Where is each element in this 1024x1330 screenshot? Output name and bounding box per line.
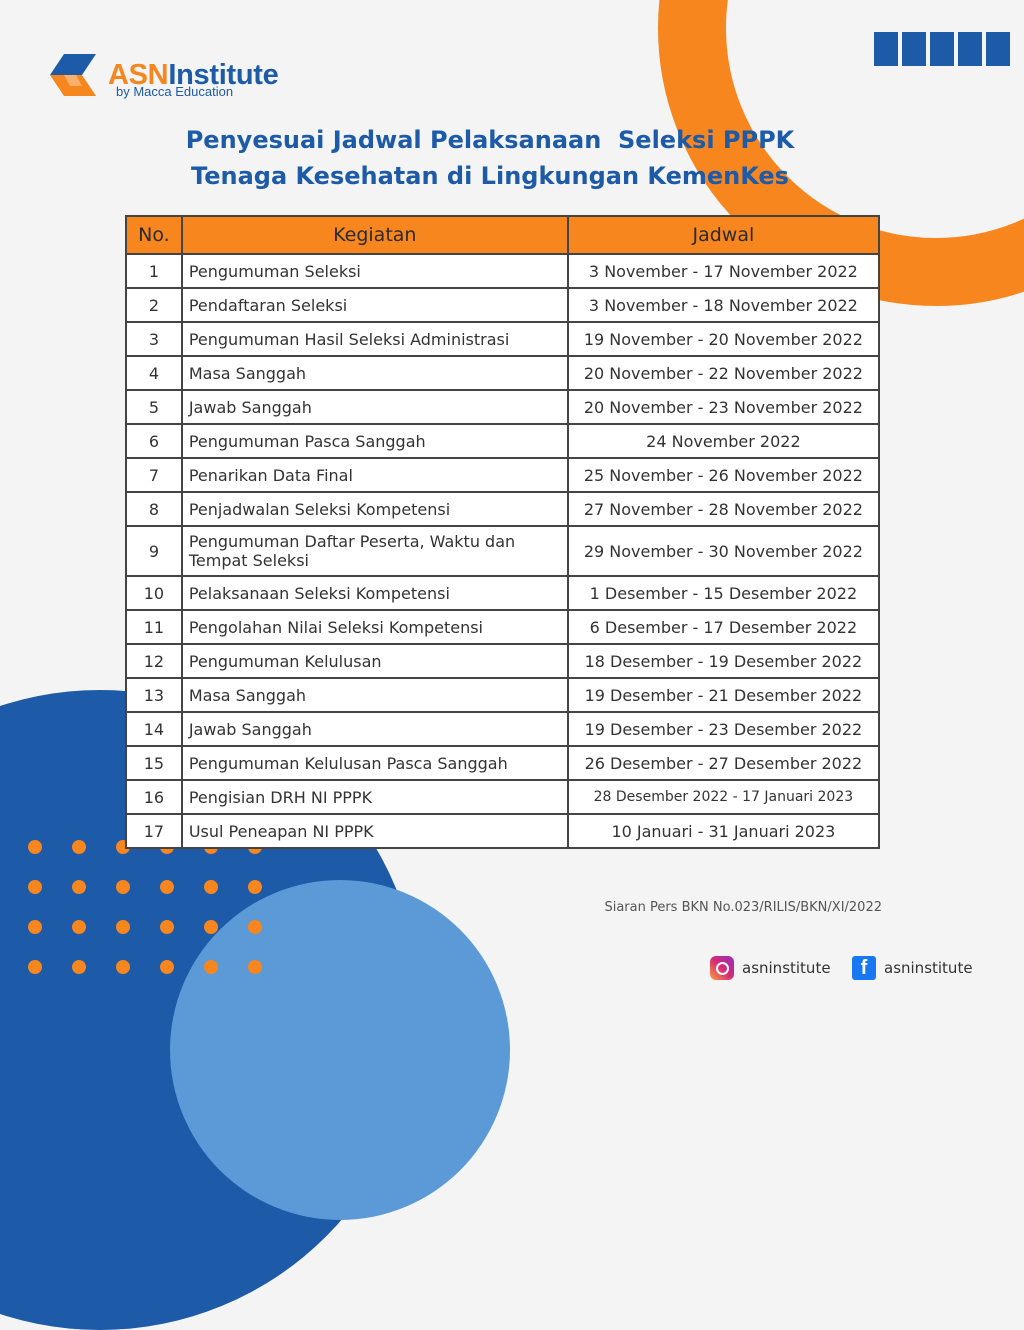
- cell-kegiatan: Masa Sanggah: [182, 678, 568, 712]
- table-row: [126, 322, 879, 356]
- cell-no: 4: [126, 356, 182, 390]
- table-row: [126, 492, 879, 526]
- cell-jadwal: 25 November - 26 November 2022: [568, 458, 879, 492]
- cell-kegiatan: Jawab Sanggah: [182, 712, 568, 746]
- cell-jadwal: 10 Januari - 31 Januari 2023: [568, 814, 879, 848]
- cell-no: 11: [126, 610, 182, 644]
- cell-jadwal: 29 November - 30 November 2022: [568, 526, 879, 576]
- title-line-2: Tenaga Kesehatan di Lingkungan KemenKes: [191, 162, 789, 190]
- cell-kegiatan: Jawab Sanggah: [182, 390, 568, 424]
- cell-kegiatan: Pelaksanaan Seleksi Kompetensi: [182, 576, 568, 610]
- cell-no: 6: [126, 424, 182, 458]
- facebook-label: asninstitute: [884, 959, 973, 977]
- brand-name-highlight: ASN: [108, 59, 169, 91]
- cell-kegiatan: Pengumuman Hasil Seleksi Administrasi: [182, 322, 568, 356]
- cell-kegiatan: Pengumuman Kelulusan Pasca Sanggah: [182, 746, 568, 780]
- table-row: [126, 576, 879, 610]
- source-note: Siaran Pers BKN No.023/RILIS/BKN/XI/2022: [604, 900, 882, 915]
- instagram-icon: [710, 956, 734, 980]
- cell-no: 2: [126, 288, 182, 322]
- cell-kegiatan: Pengumuman Seleksi: [182, 254, 568, 288]
- table-row: [126, 526, 879, 576]
- table-row: [126, 288, 879, 322]
- asn-logo-icon: [46, 48, 100, 102]
- cell-jadwal: 28 Desember 2022 - 17 Januari 2023: [568, 780, 879, 814]
- header-kegiatan: Kegiatan: [182, 216, 568, 254]
- cell-kegiatan: Usul Peneapan NI PPPK: [182, 814, 568, 848]
- cell-no: 7: [126, 458, 182, 492]
- cell-jadwal: 18 Desember - 19 Desember 2022: [568, 644, 879, 678]
- table-row: [126, 356, 879, 390]
- table-row: [126, 424, 879, 458]
- header-no: No.: [126, 216, 182, 254]
- cell-no: 14: [126, 712, 182, 746]
- cell-jadwal: 27 November - 28 November 2022: [568, 492, 879, 526]
- cell-kegiatan: Pengisian DRH NI PPPK: [182, 780, 568, 814]
- table-header-row: [126, 216, 879, 254]
- brand-name-rest: Institute: [168, 59, 279, 91]
- table-row: [126, 390, 879, 424]
- cell-no: 15: [126, 746, 182, 780]
- cell-jadwal: 19 Desember - 21 Desember 2022: [568, 678, 879, 712]
- table-row: [126, 678, 879, 712]
- table-row: [126, 712, 879, 746]
- table-row: [126, 746, 879, 780]
- cell-jadwal: 19 Desember - 23 Desember 2022: [568, 712, 879, 746]
- table-row: [126, 458, 879, 492]
- cell-jadwal: 20 November - 22 November 2022: [568, 356, 879, 390]
- facebook-handle[interactable]: [852, 956, 973, 980]
- cell-no: 5: [126, 390, 182, 424]
- cell-jadwal: 26 Desember - 27 Desember 2022: [568, 746, 879, 780]
- cell-no: 9: [126, 526, 182, 576]
- cell-kegiatan: Penjadwalan Seleksi Kompetensi: [182, 492, 568, 526]
- cell-jadwal: 24 November 2022: [568, 424, 879, 458]
- cell-kegiatan: Pengumuman Kelulusan: [182, 644, 568, 678]
- cell-no: 12: [126, 644, 182, 678]
- cell-no: 8: [126, 492, 182, 526]
- table-row: [126, 254, 879, 288]
- cell-no: 17: [126, 814, 182, 848]
- cell-jadwal: 6 Desember - 17 Desember 2022: [568, 610, 879, 644]
- cell-no: 13: [126, 678, 182, 712]
- facebook-icon: f: [852, 956, 876, 980]
- cell-no: 1: [126, 254, 182, 288]
- table-row: [126, 780, 879, 814]
- title-line-1: Penyesuai Jadwal Pelaksanaan Seleksi PPPK: [185, 126, 795, 154]
- brand-subtitle: by Macca Education: [116, 84, 234, 99]
- table-body: [126, 254, 879, 848]
- instagram-handle[interactable]: [710, 956, 831, 980]
- table-row: [126, 814, 879, 848]
- cell-jadwal: 20 November - 23 November 2022: [568, 390, 879, 424]
- cell-kegiatan: Pendaftaran Seleksi: [182, 288, 568, 322]
- cell-jadwal: 1 Desember - 15 Desember 2022: [568, 576, 879, 610]
- cell-kegiatan: Penarikan Data Final: [182, 458, 568, 492]
- cell-no: 3: [126, 322, 182, 356]
- cell-kegiatan: Pengolahan Nilai Seleksi Kompetensi: [182, 610, 568, 644]
- cell-no: 10: [126, 576, 182, 610]
- table-row: [126, 610, 879, 644]
- cell-kegiatan: Pengumuman Pasca Sanggah: [182, 424, 568, 458]
- cell-kegiatan: Pengumuman Daftar Peserta, Waktu dan Tempat Seleksi: [182, 526, 568, 576]
- header-jadwal: Jadwal: [568, 216, 879, 254]
- cell-jadwal: 3 November - 17 November 2022: [568, 254, 879, 288]
- decorative-stripes: [874, 32, 1010, 66]
- cell-jadwal: 19 November - 20 November 2022: [568, 322, 879, 356]
- table-row: [126, 644, 879, 678]
- decorative-dots: [28, 840, 266, 974]
- page-title: [0, 122, 980, 194]
- instagram-label: asninstitute: [742, 959, 831, 977]
- cell-jadwal: 3 November - 18 November 2022: [568, 288, 879, 322]
- cell-no: 16: [126, 780, 182, 814]
- schedule-table: [125, 215, 880, 849]
- cell-kegiatan: Masa Sanggah: [182, 356, 568, 390]
